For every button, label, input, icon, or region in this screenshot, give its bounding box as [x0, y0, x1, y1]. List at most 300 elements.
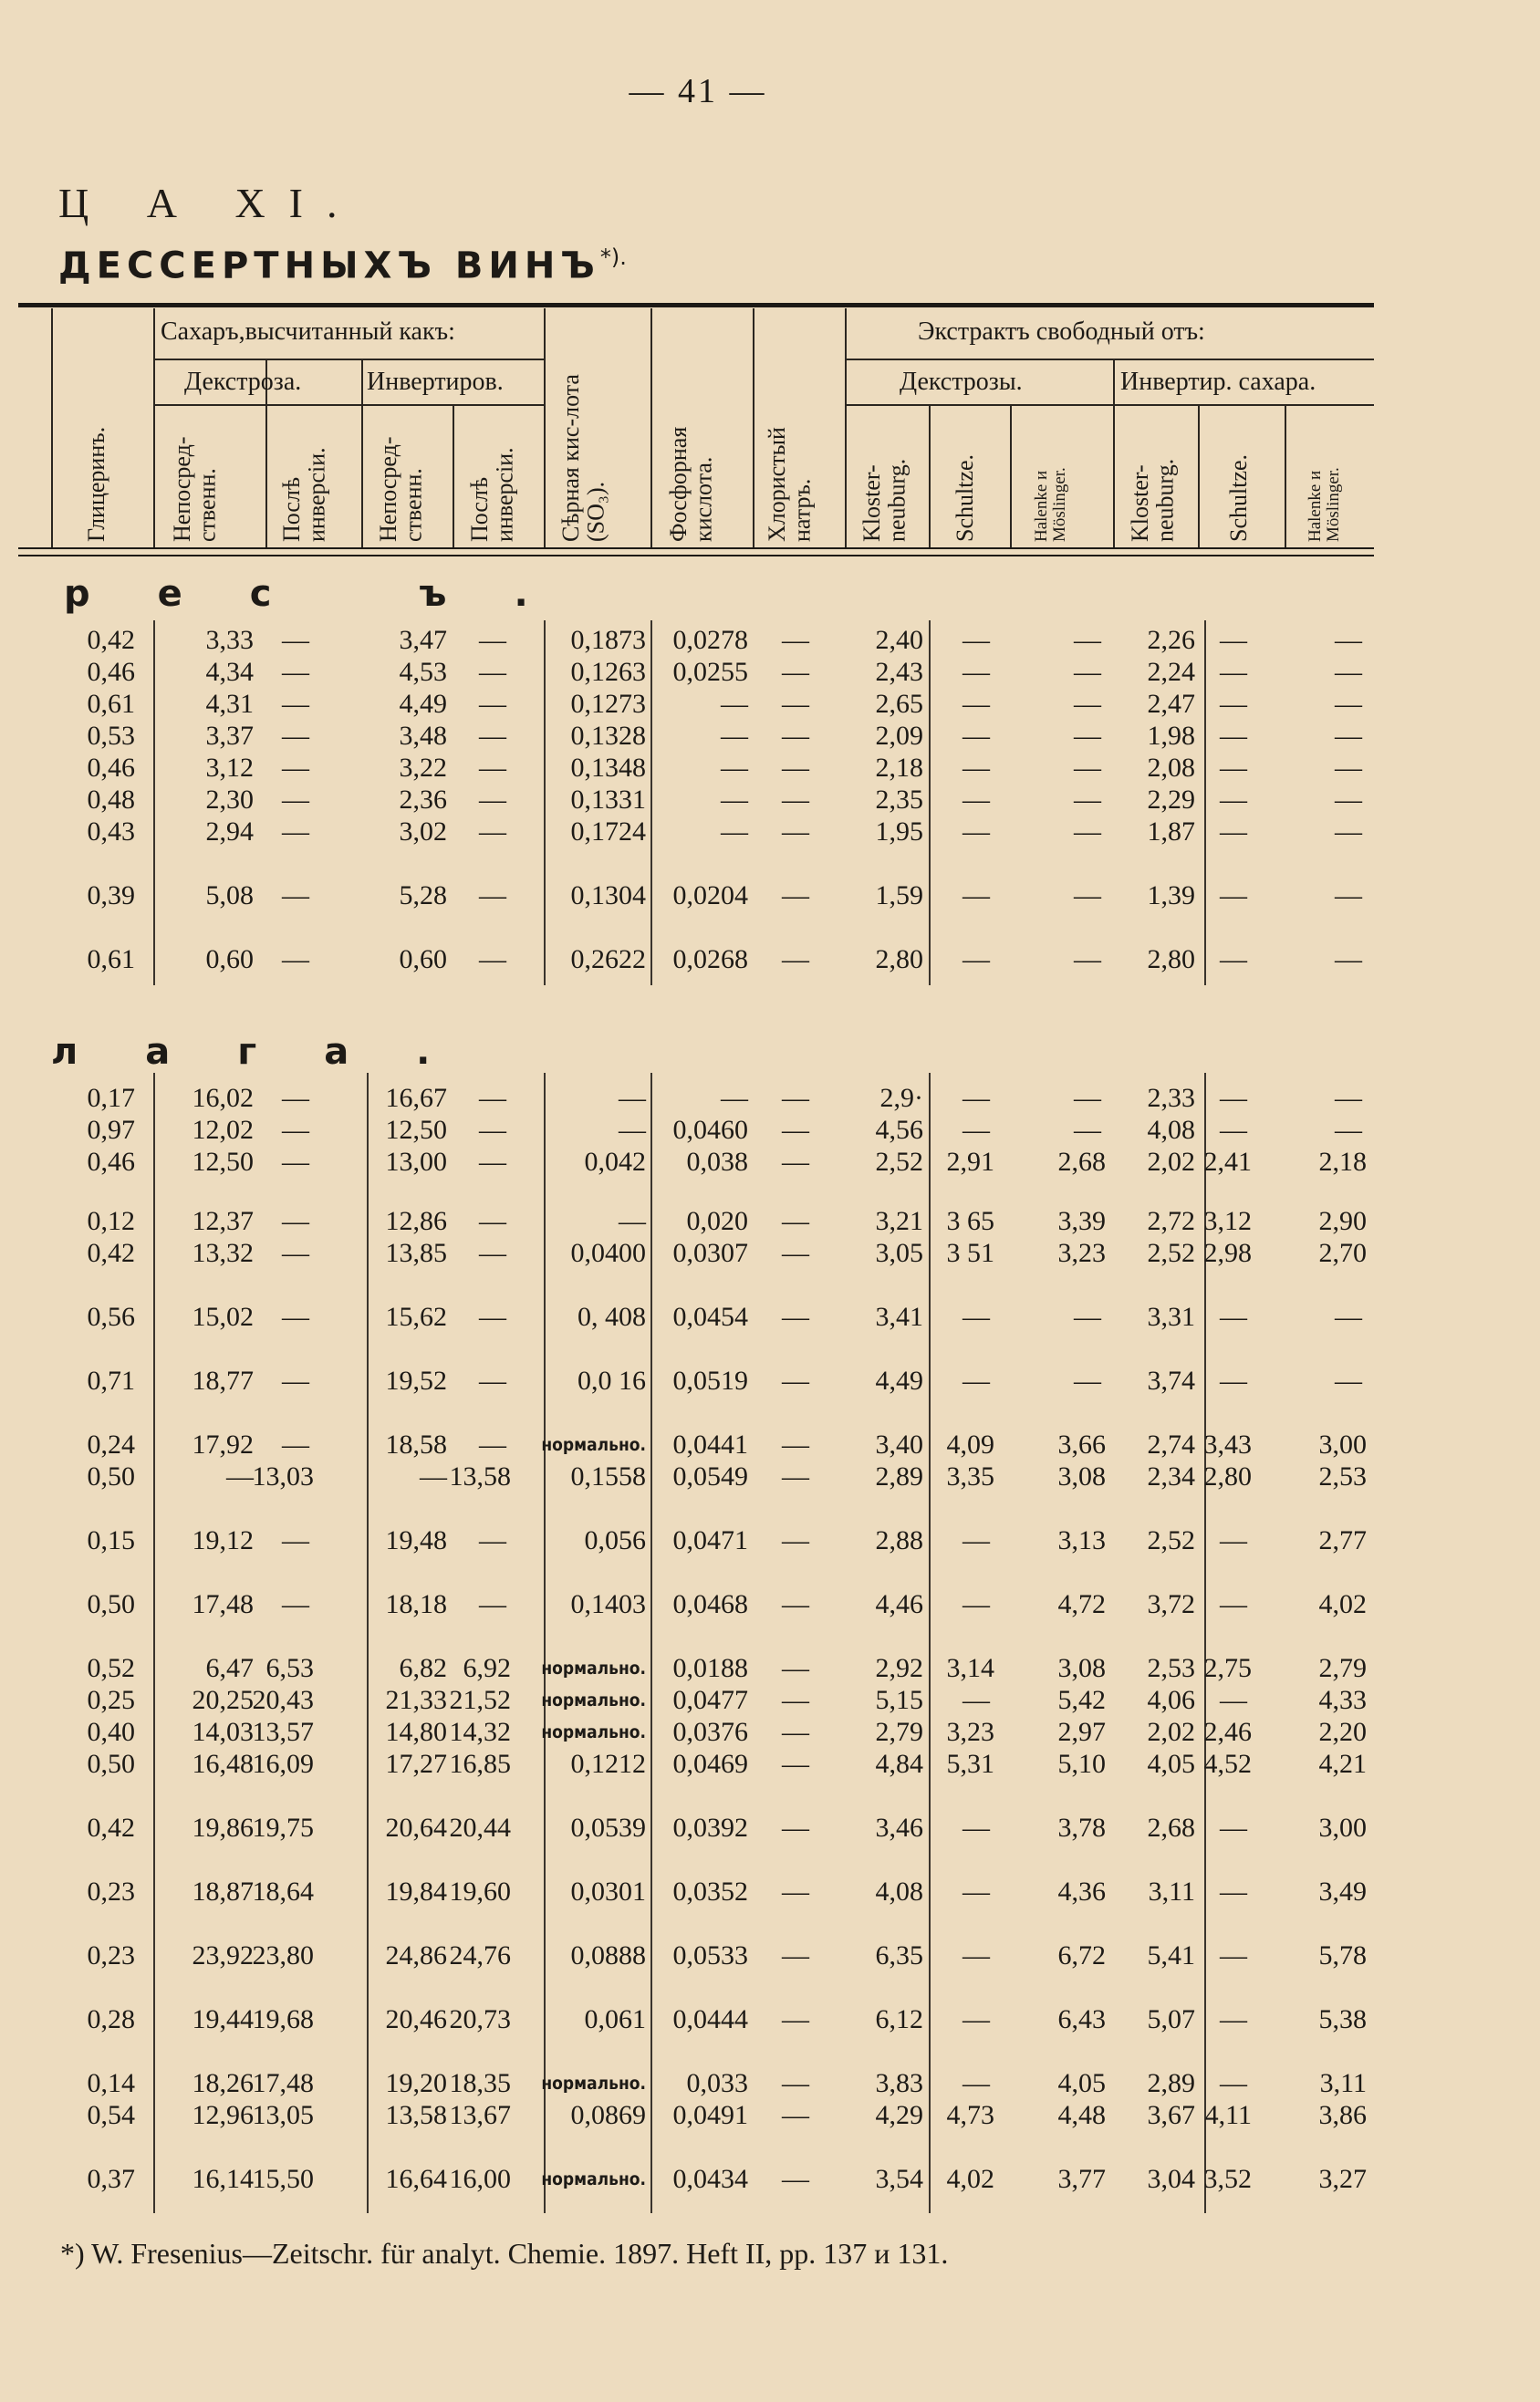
table-cell: 0,1304: [570, 880, 646, 910]
table-cell: —: [782, 1525, 809, 1555]
table-cell: —: [782, 1430, 809, 1460]
table-cell: —: [782, 1083, 809, 1113]
table-cell: 4,34: [205, 657, 254, 687]
table-cell: 19,68: [252, 2004, 314, 2034]
table-cell: 4,09: [946, 1430, 994, 1460]
section-label: лага.: [51, 1031, 498, 1073]
table-cell: —: [226, 1461, 254, 1492]
table-cell: 2,35: [875, 785, 923, 815]
table-cell: 19,75: [252, 1813, 314, 1843]
table-cell: 0,39: [87, 880, 135, 910]
table-cell: 0,0307: [672, 1238, 748, 1268]
table-cell: 3,43: [1203, 1430, 1252, 1460]
table-cell: 17,27: [385, 1749, 447, 1779]
table-cell: —: [782, 1813, 809, 1843]
table-cell: 2,46: [1203, 1717, 1252, 1747]
table-cell: 0,60: [399, 944, 447, 974]
table-cell: —: [619, 1115, 646, 1145]
table-cell: 14,03: [192, 1717, 254, 1747]
table-row: [0, 1365, 1540, 1398]
table-cell: 0,28: [87, 2004, 135, 2034]
table-cell: 17,92: [192, 1430, 254, 1460]
table-cell: 0,25: [87, 1685, 135, 1715]
table-cell: —: [782, 2004, 809, 2034]
table-cell: 0,61: [87, 944, 135, 974]
table-cell: 2,02: [1147, 1717, 1195, 1747]
table-cell: 4,48: [1057, 2100, 1106, 2130]
table-cell: —: [282, 1206, 309, 1236]
table-cell: 0,37: [87, 2164, 135, 2194]
table-cell: 0,0533: [672, 1940, 748, 1970]
table-cell: 13,67: [449, 2100, 511, 2130]
table-cell: —: [962, 1302, 990, 1332]
header-divider: [929, 406, 931, 547]
table-cell: —: [782, 2068, 809, 2098]
table-cell: —: [1074, 1115, 1101, 1145]
table-cell: 14,32: [449, 1717, 511, 1747]
table-cell: 13,58: [385, 2100, 447, 2130]
table-cell: 5,38: [1318, 2004, 1367, 2034]
table-cell: 0,0434: [672, 2164, 748, 2194]
table-cell: 4,46: [875, 1589, 923, 1619]
table-cell: 18,26: [192, 2068, 254, 2098]
table-cell: 2,30: [205, 785, 254, 815]
table-cell: 0,2622: [570, 944, 646, 974]
table-cell: —: [479, 880, 506, 910]
table-cell: 4,33: [1318, 1685, 1367, 1715]
table-cell: —: [479, 816, 506, 847]
table-cell: —: [282, 1115, 309, 1145]
invert-free-header: Инвертир. сахара.: [1120, 368, 1316, 396]
phosphoric-acid-header: Фосфорная кислота.: [665, 426, 717, 542]
table-cell: 16,85: [449, 1749, 511, 1779]
table-cell: 13,00: [385, 1147, 447, 1177]
header-rule: [155, 359, 544, 360]
table-cell: —: [721, 1083, 748, 1113]
table-cell: —: [282, 785, 309, 815]
top-rule: [18, 303, 1374, 307]
table-row: [0, 1939, 1540, 1972]
table-cell: —: [282, 1366, 309, 1396]
table-cell: —: [1335, 1302, 1362, 1332]
table-cell: 0,60: [205, 944, 254, 974]
table-cell: 16,14: [192, 2164, 254, 2194]
table-cell: 5,42: [1057, 1685, 1106, 1715]
table-cell: —: [479, 944, 506, 974]
table-cell: 0,42: [87, 625, 135, 655]
table-cell: —: [479, 657, 506, 687]
table-cell: 0,1273: [570, 689, 646, 719]
table-cell: —: [721, 785, 748, 815]
table-cell: 2,74: [1147, 1430, 1195, 1460]
table-cell: 0,0491: [672, 2100, 748, 2130]
table-cell: 3,00: [1318, 1813, 1367, 1843]
table-cell: 4,84: [875, 1749, 923, 1779]
header-divider: [753, 308, 754, 547]
table-cell: —: [282, 1238, 309, 1268]
table-cell: 2,94: [205, 816, 254, 847]
table-cell: 6,72: [1057, 1940, 1106, 1970]
table-cell: —: [1074, 1083, 1101, 1113]
table-cell: 19,12: [192, 1525, 254, 1555]
table-title-line1: Ц А XI.: [58, 180, 361, 226]
table-cell: —: [782, 1653, 809, 1683]
table-cell: —: [479, 1589, 506, 1619]
table-cell: 4,06: [1147, 1685, 1195, 1715]
table-cell: 18,35: [449, 2068, 511, 2098]
table-cell: 1,95: [875, 816, 923, 847]
table-cell: —: [282, 1430, 309, 1460]
table-cell: 0,0454: [672, 1302, 748, 1332]
table-cell: 0,061: [584, 2004, 646, 2034]
table-title-line2: [58, 244, 627, 286]
table-cell: —: [1220, 1366, 1247, 1396]
header-divider: [453, 406, 454, 547]
table-cell: 19,20: [385, 2068, 447, 2098]
table-cell: —: [1220, 1302, 1247, 1332]
table-row: [0, 816, 1540, 848]
table-cell: —: [782, 2100, 809, 2130]
table-cell: 2,33: [1147, 1083, 1195, 1113]
table-cell: 0,23: [87, 1877, 135, 1907]
table-cell: 17,48: [192, 1589, 254, 1619]
table-cell: 2,80: [1147, 944, 1195, 974]
table-cell: 2,09: [875, 721, 923, 751]
table-cell: 19,48: [385, 1525, 447, 1555]
table-cell: 3,83: [875, 2068, 923, 2098]
header-divider: [361, 360, 363, 547]
table-cell: 3,08: [1057, 1461, 1106, 1492]
table-cell: —: [962, 625, 990, 655]
table-row: [0, 656, 1540, 689]
table-cell: —: [1074, 944, 1101, 974]
table-row: [0, 2003, 1540, 2036]
table-cell: —: [282, 816, 309, 847]
table-cell: 0,0268: [672, 944, 748, 974]
table-cell: —: [1220, 753, 1247, 783]
table-cell: 0,61: [87, 689, 135, 719]
table-cell: —: [962, 880, 990, 910]
table-cell: 0,020: [686, 1206, 748, 1236]
table-cell: —: [282, 944, 309, 974]
table-cell: 5,15: [875, 1685, 923, 1715]
table-cell: —: [479, 1366, 506, 1396]
table-cell: 2,65: [875, 689, 923, 719]
table-cell: —: [1074, 880, 1101, 910]
table-row: [0, 1205, 1540, 1238]
table-cell: —: [962, 2004, 990, 2034]
table-cell: —: [1074, 1366, 1101, 1396]
table-cell: 6,35: [875, 1940, 923, 1970]
table-cell: 2,72: [1147, 1206, 1195, 1236]
table-cell: 0,042: [584, 1147, 646, 1177]
table-row: [0, 879, 1540, 912]
table-cell: 2,75: [1203, 1653, 1252, 1683]
table-cell: 20,44: [449, 1813, 511, 1843]
table-cell: 3,74: [1147, 1366, 1195, 1396]
table-cell: —: [479, 1206, 506, 1236]
table-cell: —: [619, 1206, 646, 1236]
table-cell: —: [1335, 689, 1362, 719]
table-cell: 2,18: [875, 753, 923, 783]
table-cell: 21,33: [385, 1685, 447, 1715]
table-cell: 18,58: [385, 1430, 447, 1460]
table-cell: —: [619, 1083, 646, 1113]
table-cell: —: [782, 753, 809, 783]
table-row: [0, 1748, 1540, 1781]
table-cell: 0,0468: [672, 1589, 748, 1619]
table-cell: 0,50: [87, 1461, 135, 1492]
table-cell: —: [282, 1147, 309, 1177]
table-cell: нормально.: [541, 1722, 646, 1742]
table-cell: 18,87: [192, 1877, 254, 1907]
table-cell: —: [282, 625, 309, 655]
header-divider: [544, 308, 546, 547]
header-bottom-rule: [18, 555, 1374, 556]
table-cell: 0,1331: [570, 785, 646, 815]
table-cell: 3,48: [399, 721, 447, 751]
table-cell: 5,08: [205, 880, 254, 910]
table-cell: 2,9·: [879, 1083, 923, 1113]
table-cell: 16,67: [385, 1083, 447, 1113]
table-cell: —: [782, 1115, 809, 1145]
table-cell: 0,46: [87, 657, 135, 687]
table-cell: 1,59: [875, 880, 923, 910]
table-cell: —: [1335, 1115, 1362, 1145]
table-cell: —: [282, 1525, 309, 1555]
table-cell: 24,76: [449, 1940, 511, 1970]
table-row: [0, 688, 1540, 721]
table-cell: 0,1724: [570, 816, 646, 847]
table-cell: 6,92: [463, 1653, 511, 1683]
footnote-mark: *).: [599, 244, 627, 270]
table-row: [0, 784, 1540, 816]
table-cell: —: [1335, 721, 1362, 751]
table-cell: 5,78: [1318, 1940, 1367, 1970]
table-cell: 0,0549: [672, 1461, 748, 1492]
table-cell: —: [282, 1589, 309, 1619]
table-cell: 3,27: [1318, 2164, 1367, 2194]
table-cell: 2,68: [1057, 1147, 1106, 1177]
table-cell: 20,73: [449, 2004, 511, 2034]
table-cell: 0,24: [87, 1430, 135, 1460]
table-cell: 3,23: [1057, 1238, 1106, 1268]
table-cell: 0,43: [87, 816, 135, 847]
table-cell: 0,1403: [570, 1589, 646, 1619]
table-row: [0, 1652, 1540, 1685]
table-cell: 0,0278: [672, 625, 748, 655]
table-cell: —: [782, 2164, 809, 2194]
invert-header: Инвертиров.: [367, 368, 504, 396]
table-cell: —: [1335, 1083, 1362, 1113]
table-cell: 1,39: [1147, 880, 1195, 910]
table-cell: —: [962, 2068, 990, 2098]
table-cell: 0,1212: [570, 1749, 646, 1779]
extract-group-header: Экстрактъ свободный отъ:: [918, 317, 1205, 346]
table-cell: нормально.: [541, 1659, 646, 1679]
table-row: [0, 1429, 1540, 1461]
table-cell: —: [1220, 689, 1247, 719]
table-cell: 5,31: [946, 1749, 994, 1779]
table-cell: 2,77: [1318, 1525, 1367, 1555]
table-cell: —: [1074, 625, 1101, 655]
header-divider: [1198, 406, 1200, 547]
table-cell: 0, 408: [578, 1302, 646, 1332]
table-cell: 12,96: [192, 2100, 254, 2130]
table-cell: 0,0539: [570, 1813, 646, 1843]
table-cell: —: [1335, 816, 1362, 847]
table-cell: —: [1220, 625, 1247, 655]
table-cell: 20,25: [192, 1685, 254, 1715]
table-cell: —: [1335, 785, 1362, 815]
table-cell: 0,0477: [672, 1685, 748, 1715]
table-cell: 3,33: [205, 625, 254, 655]
table-cell: —: [962, 1685, 990, 1715]
table-cell: 13,85: [385, 1238, 447, 1268]
table-cell: —: [782, 689, 809, 719]
table-cell: 13,32: [192, 1238, 254, 1268]
table-cell: 19,60: [449, 1877, 511, 1907]
table-cell: 3,37: [205, 721, 254, 751]
table-cell: 16,00: [449, 2164, 511, 2194]
table-cell: 0,42: [87, 1238, 135, 1268]
table-cell: 3,72: [1147, 1589, 1195, 1619]
table-cell: 2,97: [1057, 1717, 1106, 1747]
table-cell: 5,10: [1057, 1749, 1106, 1779]
table-cell: 2,89: [875, 1461, 923, 1492]
table-cell: 5,41: [1147, 1940, 1195, 1970]
table-cell: 6,53: [265, 1653, 314, 1683]
table-cell: —: [479, 785, 506, 815]
table-cell: 0,0255: [672, 657, 748, 687]
table-cell: 4,72: [1057, 1589, 1106, 1619]
table-cell: 2,79: [875, 1717, 923, 1747]
table-cell: —: [782, 1461, 809, 1492]
table-cell: 0,1348: [570, 753, 646, 783]
table-cell: 0,033: [686, 2068, 748, 2098]
table-cell: 3,12: [205, 753, 254, 783]
header-divider: [153, 308, 155, 547]
table-cell: —: [1220, 1940, 1247, 1970]
table-cell: —: [479, 753, 506, 783]
table-cell: 12,86: [385, 1206, 447, 1236]
table-cell: 0,54: [87, 2100, 135, 2130]
table-cell: 12,02: [192, 1115, 254, 1145]
table-cell: 4,08: [875, 1877, 923, 1907]
table-cell: 3,00: [1318, 1430, 1367, 1460]
table-row: [0, 2099, 1540, 2132]
table-cell: 0,1558: [570, 1461, 646, 1492]
table-cell: нормально.: [541, 2169, 646, 2189]
table-cell: —: [479, 1525, 506, 1555]
table-row: [0, 1588, 1540, 1621]
table-cell: 2,20: [1318, 1717, 1367, 1747]
table-cell: 0,46: [87, 753, 135, 783]
table-cell: 0,0471: [672, 1525, 748, 1555]
table-cell: 4,21: [1318, 1749, 1367, 1779]
table-cell: 0,12: [87, 1206, 135, 1236]
table-cell: 16,64: [385, 2164, 447, 2194]
table-cell: —: [782, 1940, 809, 1970]
table-cell: 6,82: [399, 1653, 447, 1683]
table-cell: 0,97: [87, 1115, 135, 1145]
table-cell: 20,64: [385, 1813, 447, 1843]
table-cell: нормально.: [541, 1435, 646, 1455]
table-cell: —: [782, 1238, 809, 1268]
table-cell: 4,49: [875, 1366, 923, 1396]
table-cell: 3,46: [875, 1813, 923, 1843]
halenke-invert-header: Halenke и Möslinger.: [1306, 467, 1343, 542]
table-cell: 3,08: [1057, 1653, 1106, 1683]
table-cell: —: [1335, 880, 1362, 910]
table-cell: 12,37: [192, 1206, 254, 1236]
table-cell: 12,50: [385, 1115, 447, 1145]
table-cell: 2,52: [1147, 1525, 1195, 1555]
table-cell: —: [782, 785, 809, 815]
table-cell: 24,86: [385, 1940, 447, 1970]
table-cell: 2,53: [1147, 1653, 1195, 1683]
table-cell: 0,23: [87, 1940, 135, 1970]
table-cell: 0,40: [87, 1717, 135, 1747]
table-cell: —: [1220, 1525, 1247, 1555]
table-cell: 23,80: [252, 1940, 314, 1970]
table-cell: —: [1074, 689, 1101, 719]
table-cell: 5,07: [1147, 2004, 1195, 2034]
table-cell: 2,80: [1203, 1461, 1252, 1492]
table-cell: 0,1328: [570, 721, 646, 751]
after-inversion-invert-header: Послѣ инверсіи.: [466, 447, 518, 542]
glycerin-header: Глицеринъ.: [83, 426, 109, 542]
table-cell: 3,31: [1147, 1302, 1195, 1332]
table-cell: —: [1220, 1083, 1247, 1113]
table-cell: —: [962, 1877, 990, 1907]
table-cell: —: [782, 1749, 809, 1779]
table-cell: 0,0301: [570, 1877, 646, 1907]
table-cell: 20,46: [385, 2004, 447, 2034]
table-cell: —: [962, 1366, 990, 1396]
table-cell: 3,67: [1147, 2100, 1195, 2130]
table-cell: —: [962, 721, 990, 751]
table-cell: 0,0444: [672, 2004, 748, 2034]
table-row: [0, 2067, 1540, 2100]
table-cell: 3,05: [875, 1238, 923, 1268]
schultze-invert-header: Schultze.: [1225, 453, 1252, 542]
table-cell: —: [721, 721, 748, 751]
table-cell: —: [721, 816, 748, 847]
table-row: [0, 1684, 1540, 1717]
table-cell: —: [782, 1147, 809, 1177]
table-cell: 15,62: [385, 1302, 447, 1332]
table-cell: 4,56: [875, 1115, 923, 1145]
table-cell: 4,05: [1147, 1749, 1195, 1779]
table-cell: —: [721, 753, 748, 783]
table-cell: 4,53: [399, 657, 447, 687]
table-cell: —: [962, 944, 990, 974]
table-cell: 0,0188: [672, 1653, 748, 1683]
table-row: [0, 1301, 1540, 1334]
table-cell: 3,47: [399, 625, 447, 655]
table-cell: 2,90: [1318, 1206, 1367, 1236]
table-cell: 4,36: [1057, 1877, 1106, 1907]
table-cell: 2,29: [1147, 785, 1195, 815]
table-cell: 2,89: [1147, 2068, 1195, 2098]
table-cell: —: [1074, 816, 1101, 847]
table-cell: —: [782, 816, 809, 847]
table-cell: —: [962, 753, 990, 783]
table-cell: —: [962, 785, 990, 815]
table-row: [0, 1716, 1540, 1749]
table-cell: 3,22: [399, 753, 447, 783]
